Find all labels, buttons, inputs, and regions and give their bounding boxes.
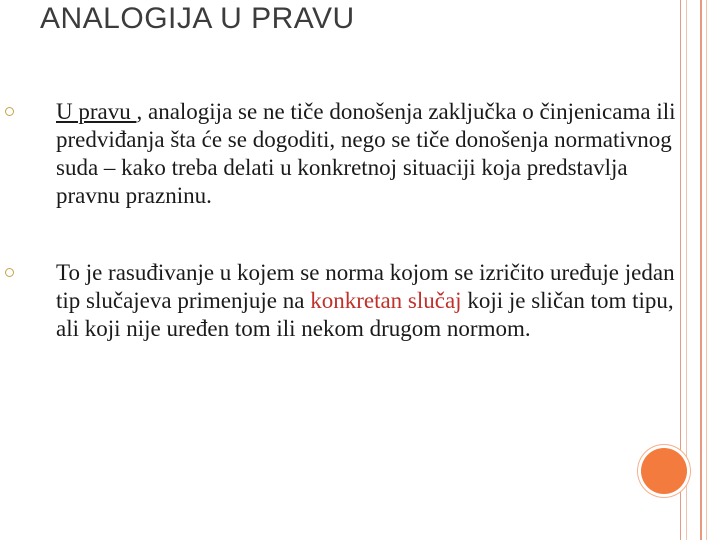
bullet-lead-underlined: U pravu <box>56 99 137 124</box>
bullet-circle-icon <box>5 268 14 277</box>
decorative-border-line <box>700 0 702 540</box>
decorative-border-line <box>686 0 687 540</box>
bullet-body: , analogija se ne tiče donošenja zaključka o činjenicama ili predviđanja šta će se dogoditi, nego se tiče donošenja normativnog suda – kako treba delati u konkretnoj situaciji koja predstavlja pravnu prazninu. <box>56 99 676 208</box>
bullet-body-end: koji je sličan tom tipu, ali koji nije uređen tom ili nekom drugom normom. <box>56 288 674 341</box>
bullet-circle-icon <box>5 107 14 116</box>
decorative-border-line <box>706 0 707 540</box>
bullet-text-2 <box>56 259 676 343</box>
bullet-text-1 <box>56 98 676 210</box>
decorative-orange-circle <box>641 448 687 494</box>
highlighted-term: konkretan slučaj <box>310 288 462 313</box>
slide-title: ANALOGIJA U PRAVU <box>40 2 355 35</box>
bullet-body-start: To je rasuđivanje u kojem se norma kojom se izričito uređuje jedan tip slučajeva primenjuje na <box>56 260 675 313</box>
